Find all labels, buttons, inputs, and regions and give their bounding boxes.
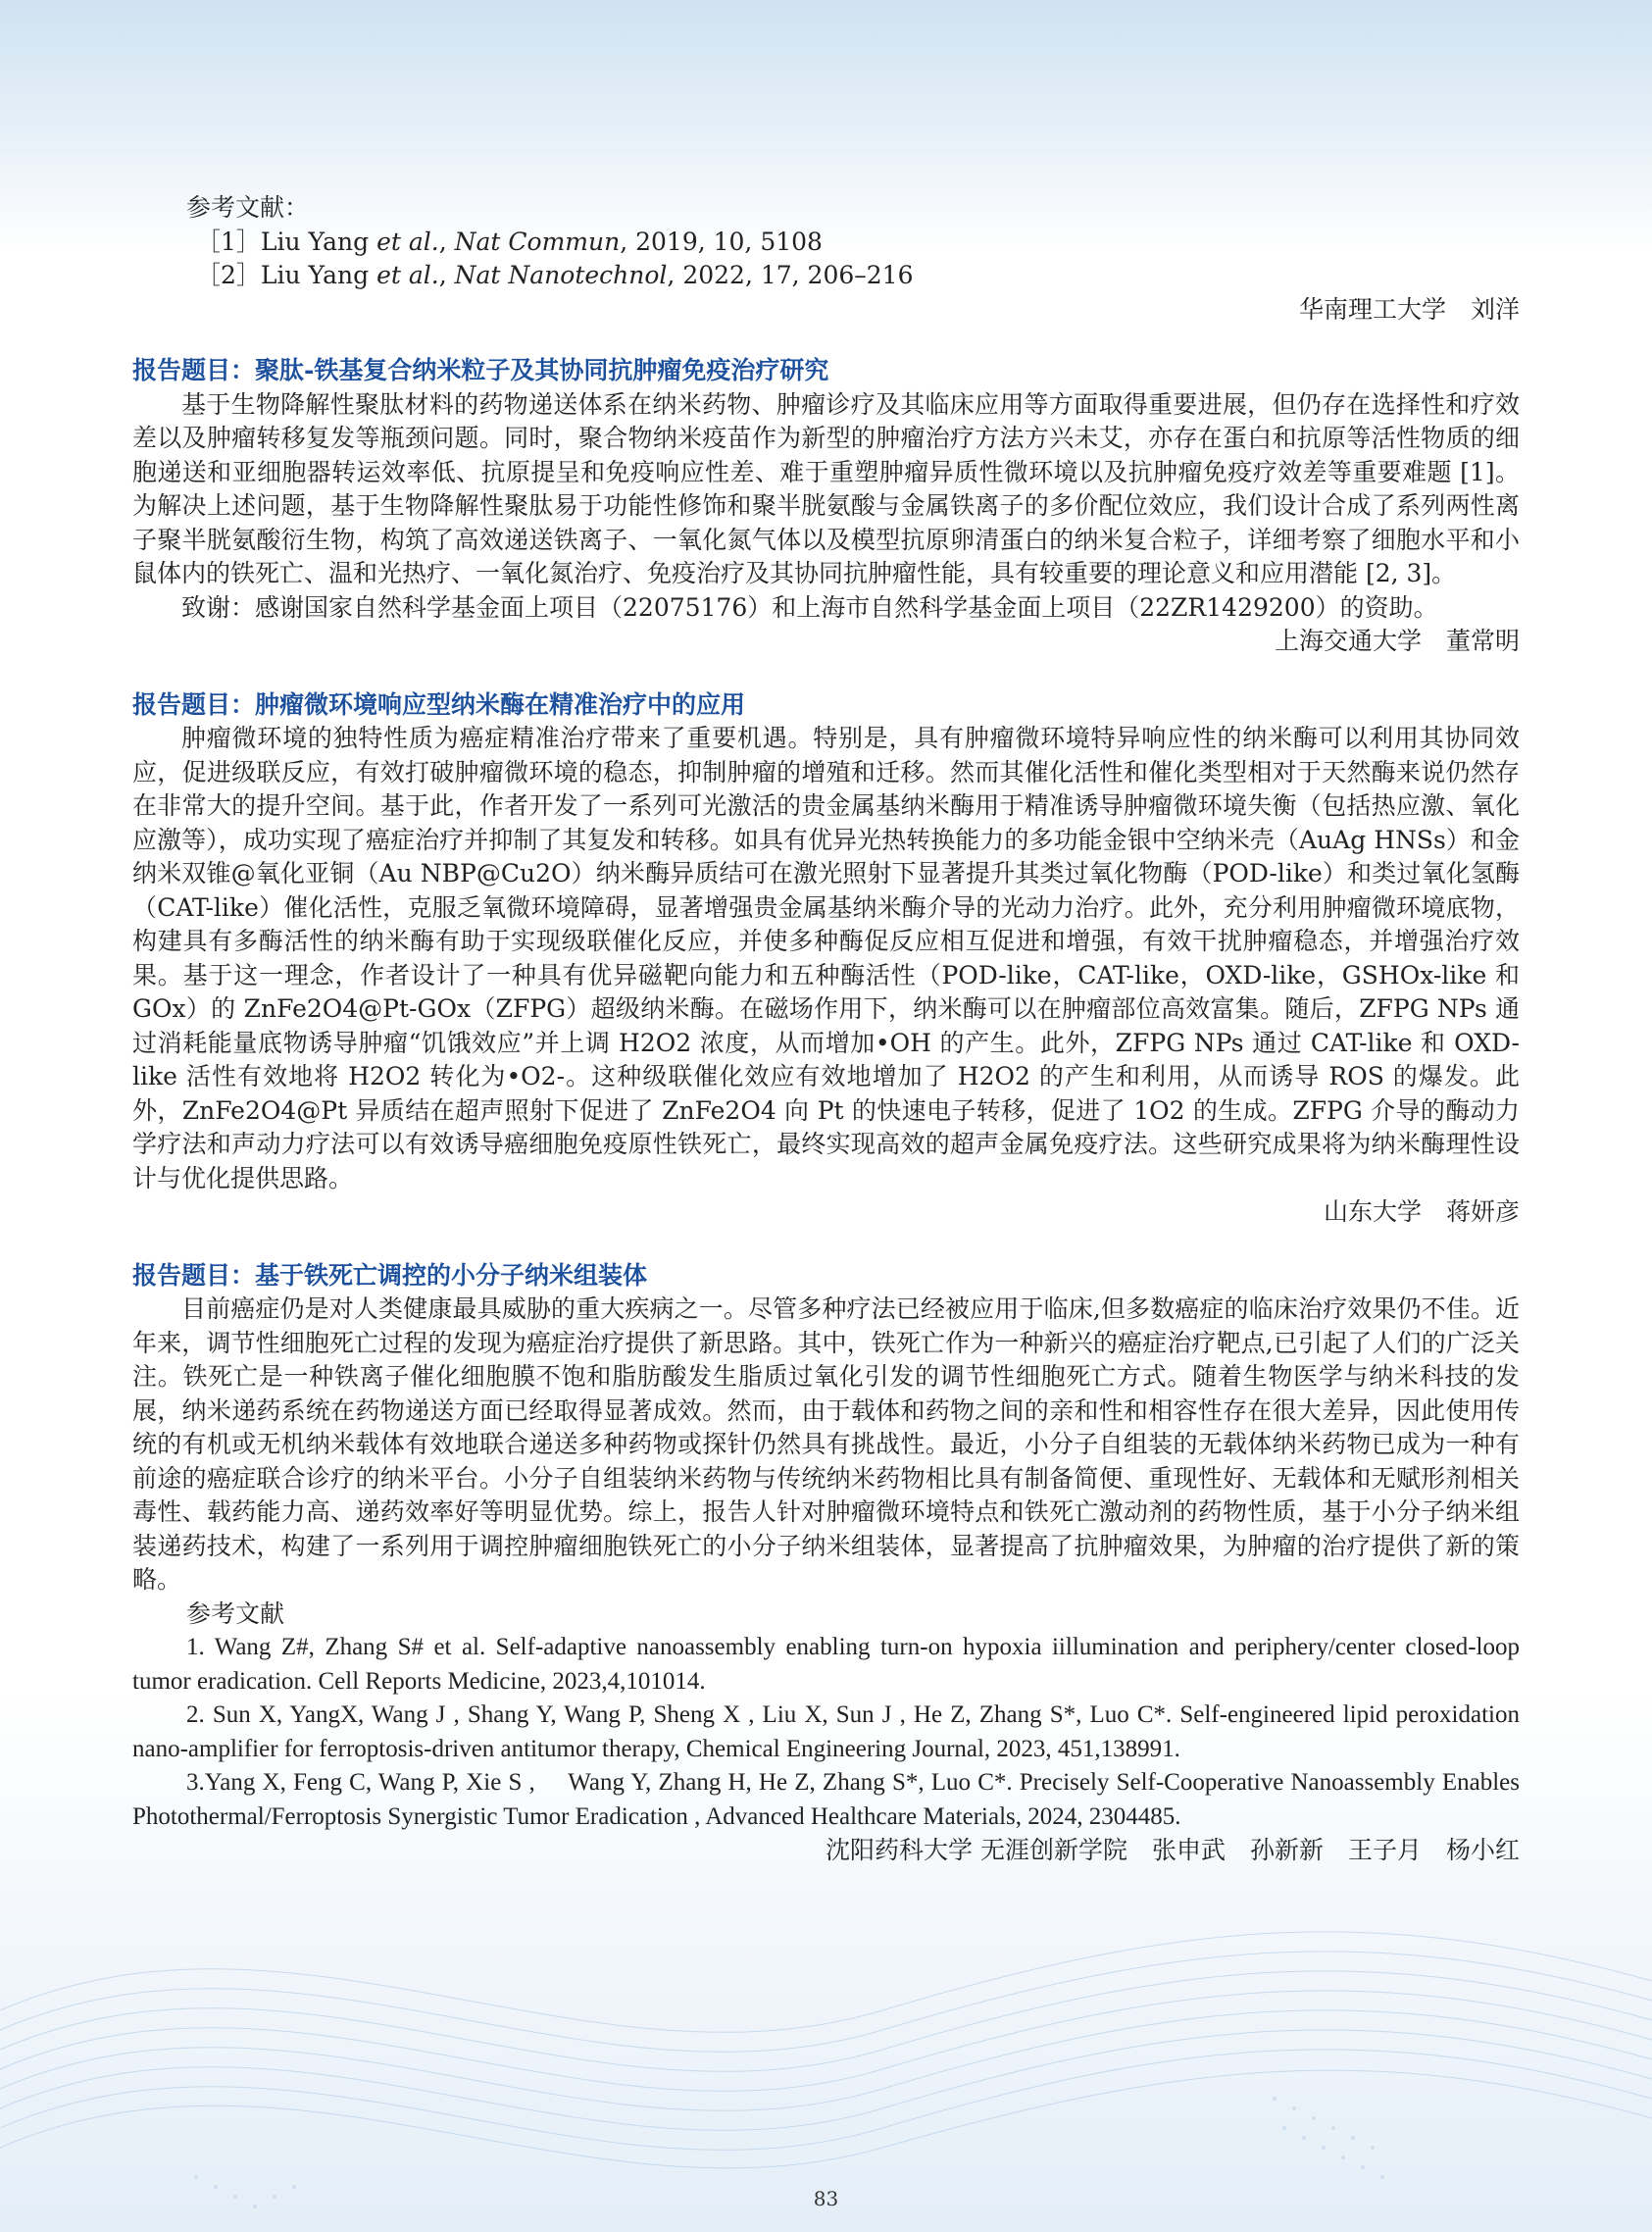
abstract-paragraph: 基于生物降解性聚肽材料的药物递送体系在纳米药物、肿瘤诊疗及其临床应用等方面取得重要进展，但仍存在选择性和疗效差以及肿瘤转移复发等瓶颈问题。同时，聚合物纳米疫苗作为新型的肿瘤治疗方法方兴未艾，亦存在蛋白和抗原等活性物质的细胞递送和亚细胞器转运效率低、抗原提呈和免疫响应性差、难于重塑肿瘤异质性微环境以及抗肿瘤免疫疗效差等重要难题 [1]。为解决上述问题，基于生物降解性聚肽易于功能性修饰和聚半胱氨酸与金属铁离子的多价配位效应，我们设计合成了系列两性离子聚半胱氨酸衍生物，构筑了高效递送铁离子、一氧化氮气体以及模型抗原卵清蛋白的纳米复合粒子，详细考察了细胞水平和小鼠体内的铁死亡、温和光热疗、一氧化氮治疗、免疫治疗及其协同抗肿瘤性能，具有较重要的理论意义和应用潜能 [2, 3]。 [132, 389, 1520, 587]
reference-item: ［2］Liu Yang et al., Nat Nanotechnol, 2022, 17, 206–216 [196, 261, 914, 289]
reference-item: 2. Sun X, YangX, Wang J , Shang Y, Wang P, Sheng X , Liu X, Sun J , He Z, Zhang S*, Luo C*. Self-engineered lipid peroxidation nano-amplifier for ferroptosis-driven antitumor therapy, Chemical Engineering Journal, 2023, 451,138991. [132, 1701, 1520, 1762]
affiliation-author: 沈阳药科大学 无涯创新学院 张申武 孙新新 王子月 杨小红 [826, 1836, 1520, 1864]
report-title: 报告题目：聚肽-铁基复合纳米粒子及其协同抗肿瘤免疫治疗研究 [132, 356, 829, 384]
reference-item: 1. Wang Z#, Zhang S# et al. Self-adaptive nanoassembly enabling turn-on hypoxia iillumination and periphery/center closed-loop tumor eradication. Cell Reports Medicine, 2023,4,101014. [132, 1634, 1520, 1695]
reference-item: 3.Yang X, Feng C, Wang P, Xie S , Wang Y, Zhang H, He Z, Zhang S*, Luo C*. Precisely Self-Cooperative Nanoassembly Enables Photothermal/Ferroptosis Synergistic Tumor Eradication , Advanced Healthcare Materials, 2024, 2304485. [132, 1769, 1520, 1830]
page-content [132, 191, 1520, 1868]
abstract-paragraph: 目前癌症仍是对人类健康最具威胁的重大疾病之一。尽管多种疗法已经被应用于临床,但多数癌症的临床治疗效果仍不佳。近年来，调节性细胞死亡过程的发现为癌症治疗提供了新思路。其中，铁死亡作为一种新兴的癌症治疗靶点,已引起了人们的广泛关注。铁死亡是一种铁离子催化细胞膜不饱和脂肪酸发生脂质过氧化引发的调节性细胞死亡方式。随着生物医学与纳米科技的发展，纳米递药系统在药物递送方面已经取得显著成效。然而，由于载体和药物之间的亲和性和相容性存在很大差异，因此使用传统的有机或无机纳米载体有效地联合递送多种药物或探针仍然具有挑战性。最近，小分子自组装的无载体纳米药物已成为一种有前途的癌症联合诊疗的纳米平台。小分子自组装纳米药物与传统纳米药物相比具有制备简便、重现性好、无载体和无赋形剂相关毒性、载药能力高、递药效率好等明显优势。综上，报告人针对肿瘤微环境特点和铁死亡激动剂的药物性质，基于小分子纳米组装递药技术，构建了一系列用于调控肿瘤细胞铁死亡的小分子纳米组装体，显著提高了抗肿瘤效果，为肿瘤的治疗提供了新的策略。 [132, 1294, 1520, 1594]
abstract-paragraph: 肿瘤微环境的独特性质为癌症精准治疗带来了重要机遇。特别是，具有肿瘤微环境特异响应性的纳米酶可以利用其协同效应，促进级联反应，有效打破肿瘤微环境的稳态，抑制肿瘤的增殖和迁移。然而其催化活性和催化类型相对于天然酶来说仍然存在非常大的提升空间。基于此，作者开发了一系列可光激活的贵金属基纳米酶用于精准诱导肿瘤微环境失衡（包括热应激、氧化应激等），成功实现了癌症治疗并抑制了其复发和转移。如具有优异光热转换能力的多功能金银中空纳米壳（AuAg HNSs）和金纳米双锥@氧化亚铜（Au NBP@Cu2O）纳米酶异质结可在激光照射下显著提升其类过氧化物酶（POD-like）和类过氧化氢酶（CAT-like）催化活性，克服乏氧微环境障碍，显著增强贵金属基纳米酶介导的光动力治疗。此外，充分利用肿瘤微环境底物，构建具有多酶活性的纳米酶有助于实现级联催化反应，并使多种酶促反应相互促进和增强，有效干扰肿瘤稳态，并增强治疗效果。基于这一理念，作者设计了一种具有优异磁靶向能力和五种酶活性（POD-like，CAT-like，OXD-like，GSHOx-like 和 GOx）的 ZnFe2O4@Pt-GOx（ZFPG）超级纳米酶。在磁场作用下，纳米酶可以在肿瘤部位高效富集。随后，ZFPG NPs 通过消耗能量底物诱导肿瘤“饥饿效应”并上调 H2O2 浓度，从而增加•OH 的产生。此外，ZFPG NPs 通过 CAT-like 和 OXD-like 活性有效地将 H2O2 转化为•O2-。这种级联催化效应有效地增加了 H2O2 的产生和利用，从而诱导 ROS 的爆发。此外，ZnFe2O4@Pt 异质结在超声照射下促进了 ZnFe2O4 向 Pt 的快速电子转移，促进了 1O2 的生成。ZFPG 介导的酶动力学疗法和声动力疗法可以有效诱导癌细胞免疫原性铁死亡，最终实现高效的超声金属免疫疗法。这些研究成果将为纳米酶理性设计与优化提供思路。 [132, 724, 1520, 1192]
references-top [186, 191, 1520, 293]
reference-item: ［1］Liu Yang et al., Nat Commun, 2019, 10, 5108 [196, 227, 823, 256]
report-title: 报告题目：肿瘤微环境响应型纳米酶在精准治疗中的应用 [132, 689, 746, 719]
affiliation-author: 山东大学 蒋妍彦 [1323, 1197, 1520, 1226]
references-heading: 参考文献： [186, 193, 310, 222]
acknowledgement-paragraph: 致谢：感谢国家自然科学基金面上项目（22075176）和上海市自然科学基金面上项目（22ZR1429200）的资助。 [181, 592, 1438, 622]
page-number: 83 [813, 2187, 839, 2210]
affiliation-author: 上海交通大学 董常明 [1274, 627, 1520, 655]
affiliation-author: 华南理工大学 刘洋 [1298, 294, 1520, 324]
report-title: 报告题目：基于铁死亡调控的小分子纳米组装体 [132, 1260, 648, 1290]
references-heading: 参考文献 [186, 1598, 285, 1628]
